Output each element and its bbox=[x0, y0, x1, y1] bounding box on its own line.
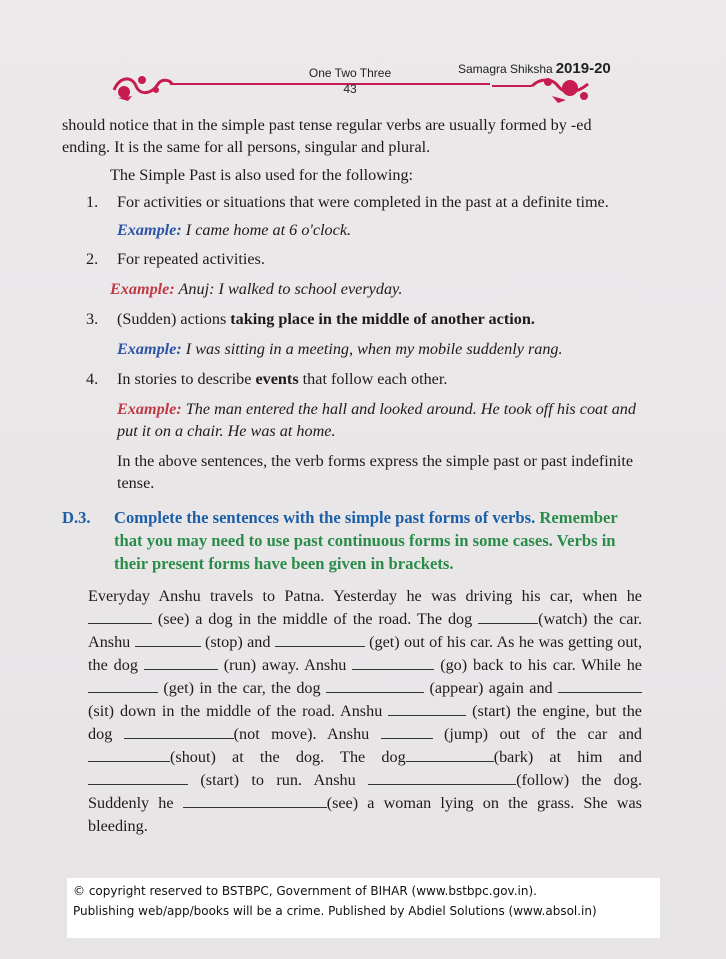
answer-blank[interactable] bbox=[88, 770, 188, 785]
use-item-2 bbox=[62, 248, 642, 270]
example-text: The man entered the hall and looked around. He took off his coat and put it on a chair. He was at home. bbox=[117, 400, 636, 440]
page-number: 43 bbox=[343, 82, 357, 96]
exercise-text: (jump) out of the car and bbox=[444, 725, 643, 743]
example-label: Example: bbox=[110, 280, 175, 298]
answer-blank[interactable] bbox=[275, 632, 365, 647]
page-content bbox=[62, 114, 642, 838]
example-text: I came home at 6 o'clock. bbox=[185, 221, 352, 239]
exercise-text: (get) in the car, the dog bbox=[163, 679, 321, 697]
use-item-1 bbox=[62, 191, 642, 213]
exercise-passage bbox=[62, 585, 642, 838]
example-2 bbox=[62, 278, 642, 300]
answer-blank[interactable] bbox=[88, 747, 170, 762]
answer-blank[interactable] bbox=[381, 724, 433, 739]
use-text: For repeated activities. bbox=[117, 250, 265, 268]
use-text: (Sudden) actions bbox=[117, 310, 231, 328]
section-number: D.3. bbox=[62, 508, 91, 527]
series-year: 2019-20 bbox=[555, 60, 611, 77]
exercise-text: (go) back to his car. While he bbox=[440, 656, 642, 674]
section-instruction: Complete the sentences with the simple past forms of verbs. bbox=[114, 508, 536, 527]
series-name: Samagra Shiksha bbox=[458, 62, 553, 76]
exercise-text: (follow) the dog. Suddenly he bbox=[88, 771, 642, 812]
use-number: 3. bbox=[86, 310, 99, 328]
example-text: I was sitting in a meeting, when my mobile suddenly rang. bbox=[185, 340, 563, 358]
summary-paragraph: In the above sentences, the verb forms express the simple past or past indefinite tense. bbox=[117, 452, 634, 492]
book-title: One Two Three bbox=[308, 66, 392, 80]
exercise-text: (run) away. Anshu bbox=[223, 656, 347, 674]
page-header bbox=[0, 0, 726, 110]
floral-ornament-left-icon bbox=[112, 70, 174, 102]
answer-blank[interactable] bbox=[183, 793, 327, 808]
floral-ornament-right-icon bbox=[492, 74, 592, 104]
exercise-text: (bark) at him and bbox=[493, 748, 642, 766]
answer-blank[interactable] bbox=[368, 770, 516, 785]
example-text: Anuj: I walked to school everyday. bbox=[178, 280, 403, 298]
copyright-line: © copyright reserved to BSTBPC, Government of BIHAR (www.bstbpc.gov.in). bbox=[73, 884, 537, 898]
section-d3 bbox=[62, 506, 642, 575]
exercise-text: (sit) down in the middle of the road. Anshu bbox=[88, 702, 383, 720]
use-text: In stories to describe bbox=[117, 370, 256, 388]
exercise-text: (see) a woman lying on the grass. She was bleeding. bbox=[88, 794, 642, 835]
exercise-text: (watch) the car. Anshu bbox=[88, 610, 643, 651]
answer-blank[interactable] bbox=[352, 655, 434, 670]
use-text-bold: events bbox=[255, 370, 299, 388]
example-label: Example: bbox=[117, 400, 182, 418]
use-item-4 bbox=[62, 368, 642, 390]
answer-blank[interactable] bbox=[388, 701, 466, 716]
use-text: For activities or situations that were completed in the past at a definite time. bbox=[117, 193, 609, 211]
answer-blank[interactable] bbox=[144, 655, 218, 670]
exercise-text: (not move). Anshu bbox=[233, 725, 370, 743]
answer-blank[interactable] bbox=[88, 678, 158, 693]
exercise-text: Everyday Anshu travels to Patna. Yesterday he was driving his car, when he bbox=[88, 587, 642, 605]
answer-blank[interactable] bbox=[406, 747, 494, 762]
publisher-line: Publishing web/app/books will be a crime. Published by Abdiel Solutions (www.absol.in) bbox=[73, 904, 597, 918]
exercise-text: (see) a dog in the middle of the road. The dog bbox=[157, 610, 473, 628]
example-label: Example: bbox=[117, 221, 182, 239]
answer-blank[interactable] bbox=[124, 724, 234, 739]
example-label: Example: bbox=[117, 340, 182, 358]
use-item-3 bbox=[62, 308, 642, 330]
example-3 bbox=[62, 338, 642, 360]
intro-paragraph: should notice that in the simple past tense regular verbs are usually formed by -ed ending. It is the same for all persons, singular and plural. bbox=[62, 116, 592, 156]
use-text-bold: taking place in the middle of another action. bbox=[230, 310, 535, 328]
uses-heading: The Simple Past is also used for the following: bbox=[110, 166, 414, 184]
use-number: 4. bbox=[86, 370, 99, 388]
example-4 bbox=[62, 398, 642, 442]
example-1 bbox=[62, 219, 642, 241]
exercise-text: (start) the engine, but the dog bbox=[88, 702, 642, 743]
answer-blank[interactable] bbox=[88, 609, 152, 624]
answer-blank[interactable] bbox=[326, 678, 424, 693]
exercise-text: (shout) at the dog. The dog bbox=[170, 748, 406, 766]
header-book-info bbox=[300, 66, 400, 96]
answer-blank[interactable] bbox=[135, 632, 201, 647]
use-number: 2. bbox=[86, 250, 99, 268]
exercise-text: (get) out of his car. As he was getting out, the dog bbox=[88, 633, 642, 674]
exercise-text: (stop) and bbox=[204, 633, 271, 651]
use-text-after: that follow each other. bbox=[298, 370, 448, 388]
use-number: 1. bbox=[86, 193, 99, 211]
section-instruction-note: Remember that you may need to use past continuous forms in some cases. Verbs in their present forms have been given in brackets. bbox=[114, 508, 618, 573]
answer-blank[interactable] bbox=[558, 678, 642, 693]
exercise-text: (appear) again and bbox=[429, 679, 553, 697]
exercise-text: (start) to run. Anshu bbox=[200, 771, 356, 789]
answer-blank[interactable] bbox=[478, 609, 538, 624]
copyright-banner bbox=[67, 878, 660, 938]
